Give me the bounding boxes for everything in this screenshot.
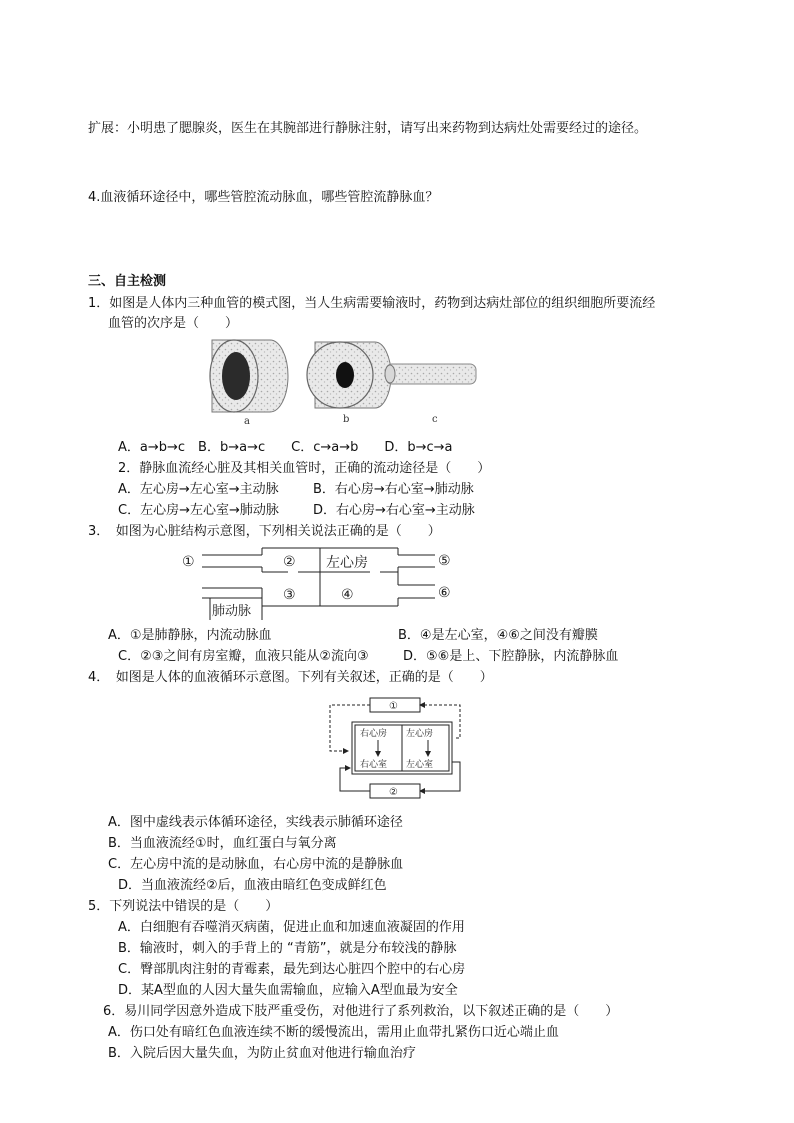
- heart-label-pulmonary-artery: 肺动脉: [212, 604, 252, 619]
- circulation-label-1: ①: [389, 701, 398, 712]
- circulation-label-left-atrium: 左心房: [406, 729, 434, 739]
- q3-option-c: C．②③之间有房室瓣，血液只能从②流向③: [118, 649, 369, 664]
- q5-option-d: D．某A型血的人因大量失血需输血，应输入A型血最为安全: [118, 983, 458, 998]
- q4-stem: 4． 如图是人体的血液循环示意图。下列有关叙述，正确的是（ ）: [88, 670, 493, 685]
- blood-vessel-figure: [200, 330, 490, 430]
- q6-option-b: B．入院后因大量失血，为防止贫血对他进行输血治疗: [108, 1046, 416, 1061]
- section-title: 三、自主检测: [88, 274, 167, 289]
- vessel-b-label: b: [343, 414, 350, 425]
- q4-option-d: D．当血液流经②后，血液由暗红色变成鲜红色: [118, 878, 387, 893]
- q5-option-b: B．输液时，刺入的手背上的 “青筋”，就是分布较浅的静脉: [118, 941, 457, 956]
- extension-text: 扩展：小明患了腮腺炎，医生在其腕部进行静脉注射，请写出来药物到达病灶处需要经过的途径。: [88, 121, 648, 136]
- q3-option-b: B．④是左心室，④⑥之间没有瓣膜: [398, 628, 598, 643]
- q1-options: A．a→b→c B．b→a→c C．c→a→b D．b→c→a: [118, 440, 453, 455]
- heart-label-5: ⑤: [438, 553, 451, 569]
- vessel-b-image: [307, 342, 391, 408]
- q5-option-a: A．白细胞有吞噬消灭病菌，促进止血和加速血液凝固的作用: [118, 920, 465, 935]
- q1-stem-line1: 1．如图是人体内三种血管的模式图，当人生病需要输液时，药物到达病灶部位的组织细胞所要流经: [88, 296, 656, 311]
- vessel-c-label: c: [432, 414, 438, 425]
- vessel-c-image: [385, 364, 476, 384]
- blood-circulation-figure: [320, 696, 470, 802]
- q3-option-a: A．①是肺静脉，内流动脉血: [108, 628, 272, 643]
- q1-stem-line2: 血管的次序是（ ）: [108, 316, 239, 331]
- heart-structure-figure: [180, 540, 470, 622]
- heart-label-4: ④: [341, 587, 354, 603]
- q4-option-c: C．左心房中流的是动脉血，右心房中流的是静脉血: [108, 857, 404, 872]
- q2-option-a: A．左心房→左心室→主动脉: [118, 482, 279, 497]
- heart-label-left-atrium: 左心房: [326, 555, 368, 571]
- q3-stem: 3． 如图为心脏结构示意图，下列相关说法正确的是（ ）: [88, 524, 441, 539]
- q2-option-d: D．右心房→右心室→主动脉: [313, 503, 475, 518]
- heart-label-3: ③: [283, 587, 296, 603]
- circulation-label-right-ventricle: 右心室: [360, 760, 388, 770]
- q5-stem: 5．下列说法中错误的是（ ）: [88, 899, 279, 914]
- vessel-a-image: [210, 340, 288, 412]
- q6-stem: 6．易川同学因意外造成下肢严重受伤，对他进行了系列救治，以下叙述正确的是（ ）: [103, 1004, 619, 1019]
- circulation-label-right-atrium: 右心房: [360, 729, 388, 739]
- vessel-a-label: a: [244, 416, 250, 427]
- q2-stem: 2．静脉血流经心脏及其相关血管时，正确的流动途径是（ ）: [118, 461, 491, 476]
- q2-option-b: B．右心房→右心室→肺动脉: [313, 482, 474, 497]
- q5-option-c: C．臀部肌肉注射的青霉素，最先到达心脏四个腔中的右心房: [118, 962, 466, 977]
- q2-option-c: C．左心房→左心室→肺动脉: [118, 503, 279, 518]
- circulation-label-left-ventricle: 左心室: [406, 760, 434, 770]
- heart-label-6: ⑥: [438, 585, 451, 601]
- q3-option-d: D．⑤⑥是上、下腔静脉，内流静脉血: [403, 649, 619, 664]
- q6-option-a: A．伤口处有暗红色血液连续不断的缓慢流出，需用止血带扎紧伤口近心端止血: [108, 1025, 559, 1040]
- heart-label-2: ②: [283, 554, 296, 570]
- q4-intro-text: 4.血液循环途径中，哪些管腔流动脉血，哪些管腔流静脉血？: [88, 190, 439, 205]
- q4-option-a: A．图中虚线表示体循环途径，实线表示肺循环途径: [108, 815, 403, 830]
- q4-option-b: B．当血液流经①时，血红蛋白与氧分离: [108, 836, 337, 851]
- heart-label-1: ①: [182, 554, 195, 570]
- circulation-label-2: ②: [389, 787, 398, 798]
